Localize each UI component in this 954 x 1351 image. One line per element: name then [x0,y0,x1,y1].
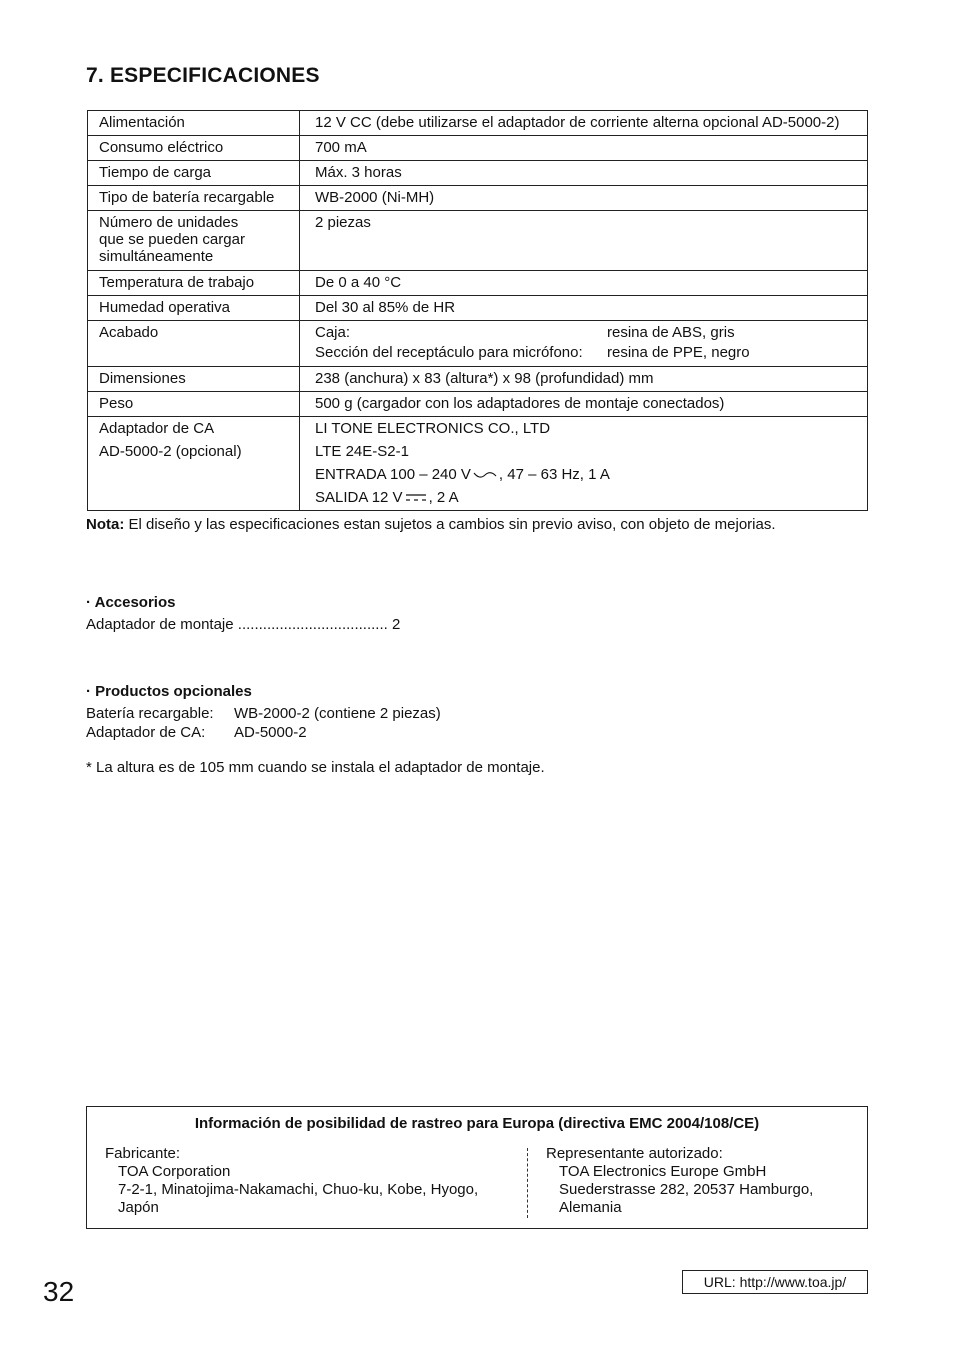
dc-symbol-icon [405,493,427,503]
spec-label: Temperatura de trabajo [88,271,300,296]
list-item: Adaptador de montaje .................................... 2 [86,616,401,633]
spec-value: 238 (anchura) x 83 (altura*) x 98 (profundidad) mm [300,367,868,392]
manufacturer-address: Japón [118,1199,159,1216]
specifications-table [87,110,868,511]
section-heading: · Productos opcionales [86,683,252,700]
finish-case-key: Caja: [315,324,351,341]
finish-case-line [315,324,861,342]
traceability-heading: Información de posibilidad de rastreo para Europa (directiva EMC 2004/108/CE) [194,1115,760,1132]
finish-case-value: resina de ABS, gris [607,324,735,341]
spec-label: Tipo de batería recargable [88,186,300,211]
column-divider [527,1148,528,1218]
table-row [88,321,868,367]
spec-value: Máx. 3 horas [300,161,868,186]
accessories-section [86,592,400,636]
table-row [88,417,868,511]
spec-label-line: Adaptador de CA [99,420,215,437]
list-item [86,723,441,742]
finish-mic-key: Sección del receptáculo para micrófono: [315,344,583,361]
spec-value: De 0 a 40 °C [300,271,868,296]
spec-value: 12 V CC (debe utilizarse el adaptador de corriente alterna opcional AD-5000-2) [300,111,868,136]
manufacturer-address: 7-2-1, Minatojima-Nakamachi, Chuo-ku, Kobe, Hyogo, [118,1181,479,1198]
list-item [86,704,441,723]
spec-value: 2 piezas [300,211,868,271]
spec-label-line: simultáneamente [99,248,214,265]
spec-value [300,417,868,511]
table-row [88,136,868,161]
representative-name: TOA Electronics Europe GmbH [559,1163,767,1180]
item-key: Adaptador de CA: [86,724,206,741]
adapter-model: LTE 24E-S2-1 [315,443,409,460]
representative-address: Alemania [559,1199,622,1216]
spec-value: Del 30 al 85% de HR [300,296,868,321]
spec-label-line: AD-5000-2 (opcional) [99,443,242,460]
spec-value: 700 mA [300,136,868,161]
spec-label-line: que se pueden cargar [99,231,245,248]
spec-value: WB-2000 (Ni-MH) [300,186,868,211]
spec-label [88,417,300,511]
item-value: WB-2000-2 (contiene 2 piezas) [234,705,441,722]
table-row [88,271,868,296]
manufacturer-column [105,1145,505,1217]
spec-label: Acabado [88,321,300,367]
finish-mic-line [315,344,861,362]
note-label: Nota: [86,516,125,533]
table-row [88,296,868,321]
adapter-maker: LI TONE ELECTRONICS CO., LTD [315,420,551,437]
table-row [88,392,868,417]
ac-symbol-icon [473,470,497,480]
spec-label-line: Número de unidades [99,214,239,231]
note-text: El diseño y las especificaciones estan sujetos a cambios sin previo aviso, con objeto de mejorias. [128,516,776,533]
url-label: URL: http://www.toa.jp/ [682,1270,868,1294]
item-value: AD-5000-2 [234,724,307,741]
table-row [88,211,868,271]
manufacturer-label: Fabricante: [105,1145,181,1162]
spec-label: Dimensiones [88,367,300,392]
spec-label: Alimentación [88,111,300,136]
note-paragraph [86,516,776,533]
adapter-input: ENTRADA 100 – 240 V , 47 – 63 Hz, 1 A [315,466,610,483]
section-heading: · Accesorios [86,594,176,611]
spec-label: Consumo eléctrico [88,136,300,161]
optional-products-section [86,682,441,742]
spec-label: Peso [88,392,300,417]
table-row [88,111,868,136]
table-row [88,161,868,186]
page-title: 7. ESPECIFICACIONES [86,64,320,87]
representative-address: Suederstrasse 282, 20537 Hamburgo, [559,1181,814,1198]
representative-label: Representante autorizado: [546,1145,723,1162]
table-row [88,186,868,211]
finish-mic-value: resina de PPE, negro [607,344,750,361]
page-number: 32 [43,1276,75,1307]
adapter-output: SALIDA 12 V , 2 A [315,489,459,506]
manufacturer-name: TOA Corporation [118,1163,231,1180]
item-key: Batería recargable: [86,705,214,722]
spec-label [88,211,300,271]
table-row [88,367,868,392]
traceability-box [86,1106,868,1229]
spec-value: 500 g (cargador con los adaptadores de montaje conectados) [300,392,868,417]
spec-label: Humedad operativa [88,296,300,321]
spec-value [300,321,868,367]
footnote: * La altura es de 105 mm cuando se instala el adaptador de montaje. [86,759,545,776]
representative-column [546,1145,846,1217]
spec-label: Tiempo de carga [88,161,300,186]
